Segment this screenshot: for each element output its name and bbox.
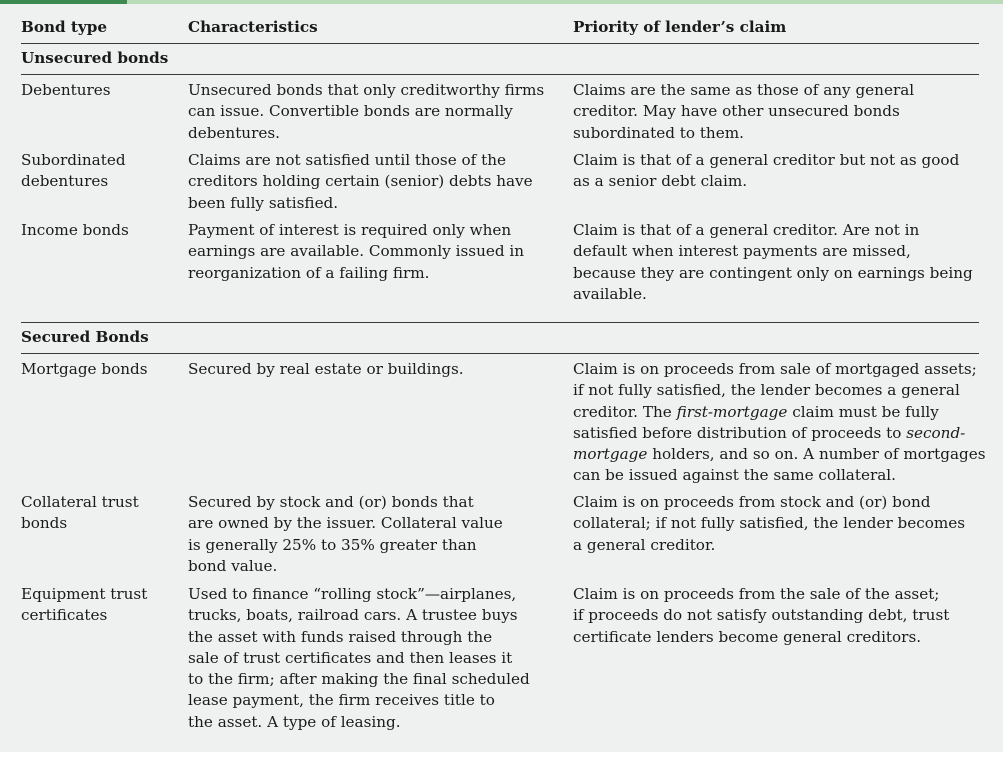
type-line: debentures (21, 172, 109, 191)
column-header-priority: Priority of lender’s claim (573, 18, 787, 36)
text-line: certificate lenders become general creditors. (573, 627, 922, 646)
type-line: Income bonds (21, 221, 129, 239)
type-line: certificates (21, 606, 108, 625)
text-line: creditor. The first-mortgage claim must be fully (573, 402, 939, 421)
text-line: the asset with funds raised through the (188, 627, 493, 646)
text-line: lease payment, the firm receives title to (188, 691, 495, 710)
text-line: because they are contingent only on earnings being (573, 263, 973, 282)
text-line: a general creditor. (573, 535, 716, 554)
text-line: if proceeds do not satisfy outstanding debt, trust (573, 606, 950, 625)
row-debentures-type (21, 80, 111, 101)
text-line: collateral; if not fully satisfied, the lender becomes (573, 514, 966, 533)
section-title-secured: Secured Bonds (21, 328, 149, 346)
text-line: trucks, boats, railroad cars. A trustee buys (188, 606, 518, 625)
text-line: can be issued against the same collateral. (573, 466, 896, 485)
text-line: available. (573, 284, 647, 303)
text-line: sale of trust certificates and then leases it (188, 648, 513, 667)
text-line: creditor. May have other unsecured bonds (573, 102, 900, 121)
top-accent-bar-light (127, 0, 1003, 4)
text-line: are owned by the issuer. Collateral value (188, 514, 503, 533)
text-line: Claim is that of a general creditor. Are not in (573, 221, 920, 239)
section-rule-unsecured (21, 74, 979, 75)
section-rule-secured (21, 353, 979, 354)
text-line: creditors holding certain (senior) debts have (188, 172, 533, 191)
type-line: Debentures (21, 81, 111, 99)
text-line: bond value. (188, 556, 278, 575)
text-line: default when interest payments are missed, (573, 242, 911, 261)
text-line: Secured by real estate or buildings. (188, 360, 464, 378)
type-line: Subordinated (21, 151, 126, 169)
text-line: Secured by stock and (or) bonds that (188, 493, 474, 511)
text-line: as a senior debt claim. (573, 172, 748, 191)
text-line: Claim is on proceeds from stock and (or) bond (573, 493, 931, 511)
text-line: Claims are the same as those of any general (573, 81, 915, 99)
row-collateral-trust-claim (573, 492, 965, 556)
text-line: can issue. Convertible bonds are normally (188, 102, 513, 121)
row-equipment-trust-type (21, 584, 147, 627)
text-line: Unsecured bonds that only creditworthy firms (188, 81, 545, 99)
row-debentures-claim (573, 80, 914, 144)
row-collateral-trust-characteristics (188, 492, 503, 577)
type-line: Mortgage bonds (21, 360, 148, 378)
text-line: to the firm; after making the final scheduled (188, 670, 530, 689)
row-debentures-characteristics (188, 80, 544, 144)
section-divider (21, 322, 979, 323)
text-line: Claim is that of a general creditor but not as good (573, 151, 960, 169)
row-mortgage-bonds-type (21, 359, 148, 380)
top-accent-bar (0, 0, 127, 4)
text-line: Claims are not satisfied until those of the (188, 151, 506, 169)
row-equipment-trust-characteristics (188, 584, 530, 733)
row-mortgage-bonds-characteristics (188, 359, 464, 380)
type-line: Collateral trust (21, 493, 139, 511)
type-line: bonds (21, 514, 68, 533)
text-line: Claim is on proceeds from the sale of the asset; (573, 585, 940, 603)
bottom-strip (0, 752, 1003, 757)
text-line: reorganization of a failing firm. (188, 263, 430, 282)
row-income-bonds-type (21, 220, 129, 241)
text-line: subordinated to them. (573, 123, 744, 142)
row-collateral-trust-type (21, 492, 139, 535)
row-subordinated-claim (573, 150, 959, 193)
text-line: Used to finance “rolling stock”—airplanes, (188, 585, 517, 603)
row-income-bonds-characteristics (188, 220, 524, 284)
text-line: satisfied before distribution of proceeds to second- (573, 423, 966, 442)
section-title-unsecured: Unsecured bonds (21, 49, 169, 67)
row-subordinated-type (21, 150, 126, 193)
row-income-bonds-claim (573, 220, 973, 305)
text-line: earnings are available. Commonly issued in (188, 242, 525, 261)
text-line: mortgage holders, and so on. A number of mortgages (573, 445, 986, 464)
row-equipment-trust-claim (573, 584, 949, 648)
column-header-characteristics: Characteristics (188, 18, 318, 36)
header-rule (21, 43, 979, 44)
text-line: been fully satisfied. (188, 193, 339, 212)
type-line: Equipment trust (21, 585, 148, 603)
text-line: debentures. (188, 123, 280, 142)
text-line: Claim is on proceeds from sale of mortgaged assets; (573, 360, 977, 378)
column-header-bond-type: Bond type (21, 18, 108, 36)
text-line: if not fully satisfied, the lender becomes a general (573, 381, 960, 400)
row-subordinated-characteristics (188, 150, 533, 214)
row-mortgage-bonds-claim (573, 359, 986, 487)
text-line: is generally 25% to 35% greater than (188, 535, 477, 554)
text-line: Payment of interest is required only when (188, 221, 512, 239)
text-line: the asset. A type of leasing. (188, 712, 401, 731)
